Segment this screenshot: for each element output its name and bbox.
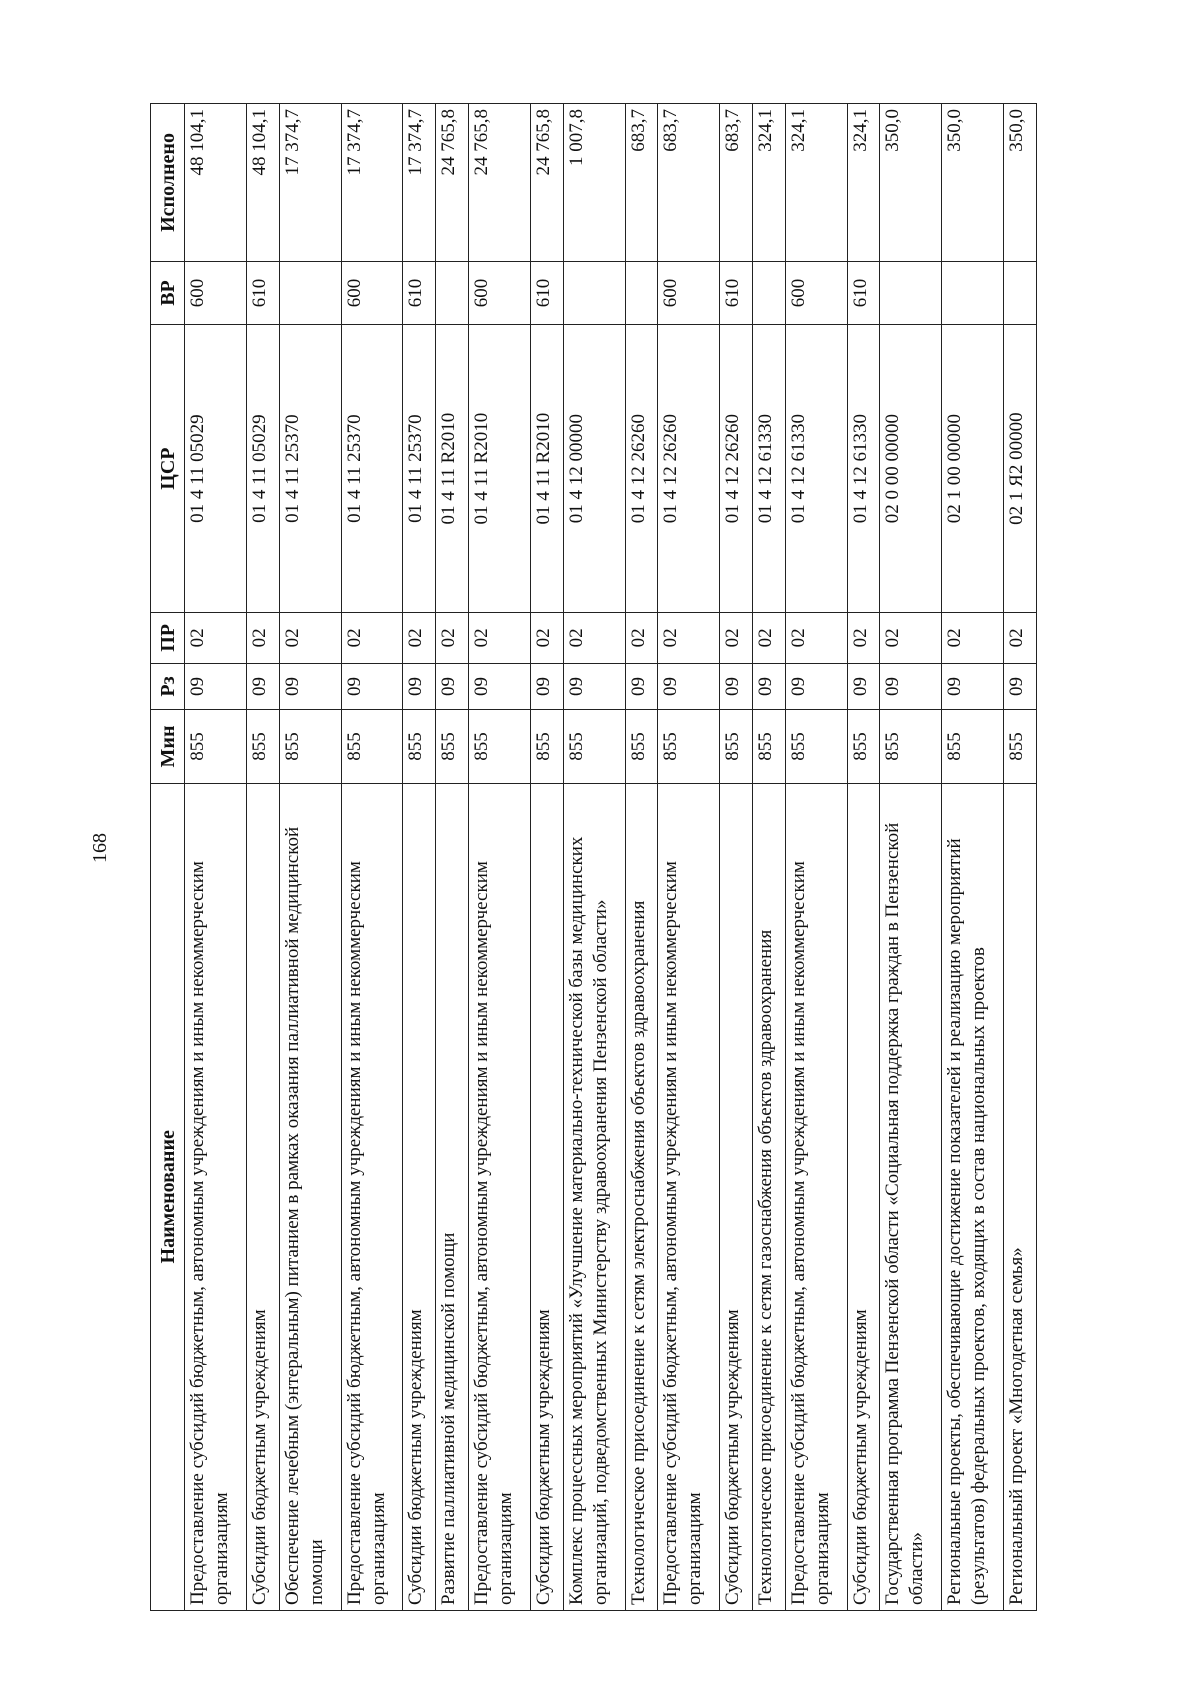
budget-execution-table [150, 103, 1037, 1611]
cell-min: 855 [847, 710, 880, 783]
cell-pr: 02 [341, 613, 403, 664]
table-row [880, 104, 942, 1611]
table-header-row [151, 104, 185, 1611]
cell-name: Государственная программа Пензенской области «Социальная поддержка граждан в Пензенской области» [880, 783, 942, 1610]
cell-done: 24 765,8 [468, 104, 530, 262]
cell-vr [1004, 261, 1037, 324]
cell-name: Развитие паллиативной медицинской помощи [436, 783, 469, 1610]
cell-rz: 09 [246, 663, 279, 710]
cell-pr: 02 [720, 613, 753, 664]
cell-done: 350,0 [880, 104, 942, 262]
cell-done: 683,7 [658, 104, 720, 262]
cell-csr: 02 0 00 00000 [880, 325, 942, 613]
rotated-table-container [150, 103, 1037, 1611]
cell-pr: 02 [185, 613, 247, 664]
cell-done: 24 765,8 [530, 104, 563, 262]
cell-pr: 02 [785, 613, 847, 664]
cell-done: 683,7 [625, 104, 658, 262]
table-row [530, 104, 563, 1611]
cell-vr [625, 261, 658, 324]
cell-min: 855 [403, 710, 436, 783]
table-row [720, 104, 753, 1611]
cell-vr: 610 [847, 261, 880, 324]
cell-pr: 02 [563, 613, 625, 664]
cell-min: 855 [785, 710, 847, 783]
cell-csr: 01 4 11 R2010 [468, 325, 530, 613]
cell-pr: 02 [530, 613, 563, 664]
cell-csr: 01 4 12 26260 [658, 325, 720, 613]
cell-min: 855 [880, 710, 942, 783]
cell-name: Комплекс процессных мероприятий «Улучшение материально-технической базы медицинских организаций, подведомственных Министерству здравоохранения Пензенской области» [563, 783, 625, 1610]
cell-rz: 09 [279, 663, 341, 710]
cell-csr: 01 4 11 25370 [403, 325, 436, 613]
cell-rz: 09 [341, 663, 403, 710]
cell-vr: 610 [530, 261, 563, 324]
cell-done: 324,1 [752, 104, 785, 262]
header-done: Исполнено [151, 104, 185, 262]
cell-rz: 09 [563, 663, 625, 710]
header-rz: Рз [151, 663, 185, 710]
cell-csr: 01 4 11 R2010 [530, 325, 563, 613]
cell-done: 17 374,7 [403, 104, 436, 262]
cell-vr: 610 [246, 261, 279, 324]
cell-rz: 09 [658, 663, 720, 710]
cell-csr: 01 4 12 26260 [720, 325, 753, 613]
cell-rz: 09 [720, 663, 753, 710]
cell-csr: 01 4 11 05029 [246, 325, 279, 613]
header-csr: ЦСР [151, 325, 185, 613]
page-number: 168 [89, 833, 111, 863]
cell-min: 855 [720, 710, 753, 783]
cell-name: Предоставление субсидий бюджетным, автономным учреждениям и иным некоммерческим организациям [185, 783, 247, 1610]
cell-name: Субсидии бюджетным учреждениям [246, 783, 279, 1610]
cell-rz: 09 [530, 663, 563, 710]
cell-name: Субсидии бюджетным учреждениям [530, 783, 563, 1610]
cell-rz: 09 [880, 663, 942, 710]
table-row [752, 104, 785, 1611]
cell-pr: 02 [880, 613, 942, 664]
cell-rz: 09 [625, 663, 658, 710]
cell-name: Предоставление субсидий бюджетным, автономным учреждениям и иным некоммерческим организациям [468, 783, 530, 1610]
cell-vr [279, 261, 341, 324]
cell-name: Предоставление субсидий бюджетным, автономным учреждениям и иным некоммерческим организациям [341, 783, 403, 1610]
cell-csr: 01 4 12 61330 [847, 325, 880, 613]
cell-name: Субсидии бюджетным учреждениям [720, 783, 753, 1610]
cell-done: 350,0 [942, 104, 1004, 262]
table-row [468, 104, 530, 1611]
cell-done: 24 765,8 [436, 104, 469, 262]
header-name: Наименование [151, 783, 185, 1610]
cell-min: 855 [279, 710, 341, 783]
cell-min: 855 [468, 710, 530, 783]
cell-min: 855 [1004, 710, 1037, 783]
cell-min: 855 [436, 710, 469, 783]
cell-rz: 09 [942, 663, 1004, 710]
cell-done: 324,1 [785, 104, 847, 262]
cell-csr: 01 4 11 05029 [185, 325, 247, 613]
cell-name: Предоставление субсидий бюджетным, автономным учреждениям и иным некоммерческим организациям [785, 783, 847, 1610]
header-min: Мин [151, 710, 185, 783]
cell-csr: 01 4 11 R2010 [436, 325, 469, 613]
cell-vr: 610 [403, 261, 436, 324]
cell-done: 48 104,1 [185, 104, 247, 262]
cell-csr: 01 4 11 25370 [279, 325, 341, 613]
cell-pr: 02 [658, 613, 720, 664]
cell-min: 855 [563, 710, 625, 783]
cell-pr: 02 [625, 613, 658, 664]
cell-vr: 600 [658, 261, 720, 324]
cell-vr [436, 261, 469, 324]
cell-pr: 02 [1004, 613, 1037, 664]
header-vr: ВР [151, 261, 185, 324]
cell-name: Субсидии бюджетным учреждениям [847, 783, 880, 1610]
cell-name: Технологическое присоединение к сетям газоснабжения объектов здравоохранения [752, 783, 785, 1610]
cell-csr: 01 4 12 61330 [785, 325, 847, 613]
table-row [1004, 104, 1037, 1611]
cell-min: 855 [752, 710, 785, 783]
cell-pr: 02 [847, 613, 880, 664]
cell-vr [563, 261, 625, 324]
table-row [847, 104, 880, 1611]
cell-csr: 01 4 11 25370 [341, 325, 403, 613]
cell-done: 17 374,7 [279, 104, 341, 262]
cell-min: 855 [185, 710, 247, 783]
cell-pr: 02 [752, 613, 785, 664]
cell-min: 855 [625, 710, 658, 783]
cell-name: Региональные проекты, обеспечивающие достижение показателей и реализацию мероприятий (результатов) федеральных проектов, входящих в состав национальных проектов [942, 783, 1004, 1610]
cell-csr: 02 1 00 00000 [942, 325, 1004, 613]
cell-vr [752, 261, 785, 324]
cell-vr [942, 261, 1004, 324]
cell-name: Субсидии бюджетным учреждениям [403, 783, 436, 1610]
cell-min: 855 [658, 710, 720, 783]
cell-name: Предоставление субсидий бюджетным, автономным учреждениям и иным некоммерческим организациям [658, 783, 720, 1610]
table-row [279, 104, 341, 1611]
cell-csr: 02 1 Я2 00000 [1004, 325, 1037, 613]
cell-pr: 02 [942, 613, 1004, 664]
cell-min: 855 [246, 710, 279, 783]
cell-vr: 600 [341, 261, 403, 324]
cell-rz: 09 [752, 663, 785, 710]
table-row [185, 104, 247, 1611]
cell-rz: 09 [468, 663, 530, 710]
cell-done: 683,7 [720, 104, 753, 262]
cell-pr: 02 [246, 613, 279, 664]
table-row [246, 104, 279, 1611]
cell-pr: 02 [436, 613, 469, 664]
cell-name: Региональный проект «Многодетная семья» [1004, 783, 1037, 1610]
cell-vr: 600 [785, 261, 847, 324]
cell-rz: 09 [185, 663, 247, 710]
cell-rz: 09 [847, 663, 880, 710]
cell-vr: 600 [185, 261, 247, 324]
cell-rz: 09 [403, 663, 436, 710]
cell-rz: 09 [785, 663, 847, 710]
cell-done: 350,0 [1004, 104, 1037, 262]
cell-vr [880, 261, 942, 324]
cell-name: Обеспечение лечебным (энтеральным) питанием в рамках оказания паллиативной медицинской помощи [279, 783, 341, 1610]
cell-done: 17 374,7 [341, 104, 403, 262]
cell-csr: 01 4 12 26260 [625, 325, 658, 613]
table-row [403, 104, 436, 1611]
table-row [942, 104, 1004, 1611]
cell-done: 48 104,1 [246, 104, 279, 262]
table-row [785, 104, 847, 1611]
cell-min: 855 [530, 710, 563, 783]
table-row [625, 104, 658, 1611]
cell-name: Технологическое присоединение к сетям электроснабжения объектов здравоохранения [625, 783, 658, 1610]
table-row [658, 104, 720, 1611]
cell-done: 1 007,8 [563, 104, 625, 262]
cell-vr: 600 [468, 261, 530, 324]
header-pr: ПР [151, 613, 185, 664]
table-row [436, 104, 469, 1611]
cell-csr: 01 4 12 00000 [563, 325, 625, 613]
cell-csr: 01 4 12 61330 [752, 325, 785, 613]
cell-done: 324,1 [847, 104, 880, 262]
cell-rz: 09 [436, 663, 469, 710]
table-row [563, 104, 625, 1611]
cell-pr: 02 [403, 613, 436, 664]
table-row [341, 104, 403, 1611]
cell-min: 855 [341, 710, 403, 783]
cell-pr: 02 [468, 613, 530, 664]
cell-pr: 02 [279, 613, 341, 664]
cell-vr: 610 [720, 261, 753, 324]
cell-min: 855 [942, 710, 1004, 783]
cell-rz: 09 [1004, 663, 1037, 710]
